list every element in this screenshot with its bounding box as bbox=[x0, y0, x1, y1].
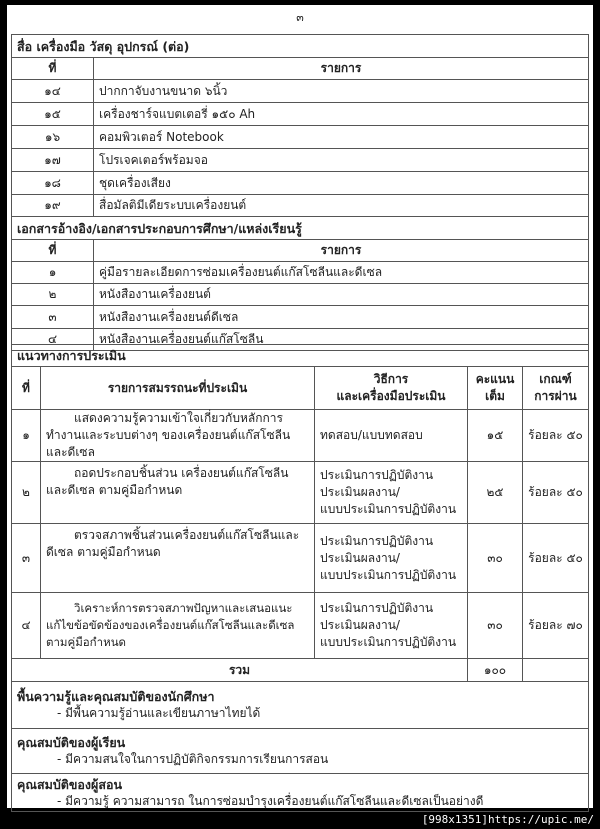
table-row bbox=[12, 262, 589, 284]
teacher-item: - มีความรู้ ความสามารถ ในการซ่อมบำรุงเครื่องยนต์แก๊สโซลีนและดีเซลเป็นอย่างดี bbox=[57, 793, 484, 808]
total-row bbox=[12, 659, 589, 682]
row-no: ๓ bbox=[12, 306, 94, 329]
method-line: ประเมินการปฏิบัติงาน bbox=[320, 533, 434, 548]
total-empty bbox=[523, 659, 589, 682]
row-no: ๑๙ bbox=[12, 195, 94, 217]
row-no: ๑ bbox=[12, 262, 94, 284]
table-row bbox=[12, 524, 589, 593]
col-item: รายการสมรรถนะที่ประเมิน bbox=[41, 367, 315, 410]
col-no: ที่ bbox=[12, 240, 94, 262]
table-row bbox=[12, 284, 589, 306]
row-no: ๔ bbox=[12, 593, 41, 659]
col-item: รายการ bbox=[94, 240, 589, 262]
row-item: แสดงความรู้ความเข้าใจเกี่ยวกับหลักการทำงานและระบบต่างๆ ของเครื่องยนต์แก๊สโซลีนและดีเซล bbox=[41, 410, 315, 462]
row-item: คู่มือรายละเอียดการซ่อมเครื่องยนต์แก๊สโซลีนและดีเซล bbox=[94, 262, 589, 284]
learner-section bbox=[12, 729, 589, 774]
row-item: คอมพิวเตอร์ Notebook bbox=[94, 126, 589, 149]
row-method bbox=[315, 410, 468, 462]
row-item: สื่อมัลติมีเดียระบบเครื่องยนต์ bbox=[94, 195, 589, 217]
row-score: ๓๐ bbox=[468, 593, 523, 659]
row-criterion: ร้อยละ ๕๐ bbox=[523, 410, 589, 462]
row-item: โปรเจคเตอร์พร้อมจอ bbox=[94, 149, 589, 172]
col-crit-line: การผ่าน bbox=[534, 389, 577, 403]
watermark: [998x1351]https://upic.me/ bbox=[421, 813, 594, 826]
table-row bbox=[12, 306, 589, 329]
table-row bbox=[12, 149, 589, 172]
col-crit-line: เกณฑ์ bbox=[539, 372, 572, 386]
learner-item: - มีความสนใจในการปฏิบัติกิจกรรมการเรียนการสอน bbox=[57, 752, 329, 766]
document-page bbox=[7, 5, 593, 808]
row-item: หนังสืองานเครื่องยนต์ดีเซล bbox=[94, 306, 589, 329]
row-item: หนังสืองานเครื่องยนต์แก๊สโซลีน bbox=[94, 329, 589, 351]
row-item: ชุดเครื่องเสียง bbox=[94, 172, 589, 195]
row-no: ๑๖ bbox=[12, 126, 94, 149]
row-no: ๑๗ bbox=[12, 149, 94, 172]
method-line: ประเมินผลงาน/ bbox=[320, 618, 400, 632]
col-score-line: คะแนน bbox=[475, 372, 515, 386]
col-no: ที่ bbox=[12, 58, 94, 80]
method-line: แบบประเมินการปฏิบัติงาน bbox=[320, 567, 457, 582]
row-item: วิเคราะห์การตรวจสภาพปัญหาและเสนอแนะแก้ไขข้อขัดข้องของเครื่องยนต์แก๊สโซลีนและดีเซลตามคู่มือกำหนด bbox=[41, 593, 315, 659]
col-score bbox=[468, 367, 523, 410]
method-line: ประเมินการปฏิบัติงาน bbox=[320, 601, 434, 615]
method-line: แบบประเมินการปฏิบัติงาน bbox=[320, 635, 457, 649]
teacher-section bbox=[12, 774, 589, 812]
row-criterion: ร้อยละ ๕๐ bbox=[523, 524, 589, 593]
row-item: ตรวจสภาพชิ้นส่วนเครื่องยนต์แก๊สโซลีนและดีเซล ตามคู่มือกำหนด bbox=[41, 524, 315, 593]
row-no: ๑๘ bbox=[12, 172, 94, 195]
row-item: เครื่องชาร์จแบตเตอรี่ ๑๕๐ Ah bbox=[94, 103, 589, 126]
assessment-table bbox=[11, 344, 589, 812]
row-no: ๑๔ bbox=[12, 80, 94, 103]
col-score-line: เต็ม bbox=[485, 389, 505, 403]
table-row bbox=[12, 195, 589, 217]
learner-title: คุณสมบัติของผู้เรียน bbox=[17, 735, 126, 750]
row-item: ถอดประกอบชิ้นส่วน เครื่องยนต์แก๊สโซลีนและดีเซล ตามคู่มือกำหนด bbox=[41, 462, 315, 524]
row-no: ๒ bbox=[12, 462, 41, 524]
table-row bbox=[12, 462, 589, 524]
method-line: แบบประเมินการปฏิบัติงาน bbox=[320, 502, 457, 516]
row-criterion: ร้อยละ ๕๐ bbox=[523, 462, 589, 524]
row-score: ๒๕ bbox=[468, 462, 523, 524]
row-item: ปากกาจับงานขนาด ๖นิ้ว bbox=[94, 80, 589, 103]
total-label: รวม bbox=[12, 659, 468, 682]
row-no: ๑๕ bbox=[12, 103, 94, 126]
row-method bbox=[315, 593, 468, 659]
media-title: สื่อ เครื่องมือ วัสดุ อุปกรณ์ (ต่อ) bbox=[12, 35, 589, 58]
method-line: ทดสอบ/แบบทดสอบ bbox=[320, 428, 423, 442]
table-row bbox=[12, 593, 589, 659]
method-line: ประเมินผลงาน/ bbox=[320, 550, 400, 565]
row-score: ๓๐ bbox=[468, 524, 523, 593]
background-section bbox=[12, 682, 589, 729]
method-line: ประเมินการปฏิบัติงาน bbox=[320, 468, 434, 482]
background-item: - มีพื้นความรู้อ่านและเขียนภาษาไทยได้ bbox=[57, 706, 261, 720]
row-item: หนังสืองานเครื่องยนต์ bbox=[94, 284, 589, 306]
row-no: ๓ bbox=[12, 524, 41, 593]
media-table bbox=[11, 34, 589, 351]
table-row bbox=[12, 172, 589, 195]
row-no: ๑ bbox=[12, 410, 41, 462]
row-method bbox=[315, 524, 468, 593]
total-score: ๑๐๐ bbox=[468, 659, 523, 682]
col-criterion bbox=[523, 367, 589, 410]
background-title: พื้นความรู้และคุณสมบัติของนักศึกษา bbox=[17, 689, 215, 704]
method-line: ประเมินผลงาน/ bbox=[320, 485, 400, 499]
col-item: รายการ bbox=[94, 58, 589, 80]
col-method-line: วิธีการ bbox=[373, 372, 409, 386]
row-criterion: ร้อยละ ๗๐ bbox=[523, 593, 589, 659]
col-method bbox=[315, 367, 468, 410]
table-row bbox=[12, 126, 589, 149]
references-title: เอกสารอ้างอิง/เอกสารประกอบการศึกษา/แหล่งเรียนรู้ bbox=[12, 217, 589, 240]
row-no: ๒ bbox=[12, 284, 94, 306]
row-method bbox=[315, 462, 468, 524]
table-row bbox=[12, 410, 589, 462]
table-row bbox=[12, 103, 589, 126]
row-no: ๔ bbox=[12, 329, 94, 351]
page-number: ๓ bbox=[296, 11, 304, 24]
assessment-title: แนวทางการประเมิน bbox=[12, 345, 589, 367]
col-no: ที่ bbox=[12, 367, 41, 410]
table-row bbox=[12, 80, 589, 103]
row-score: ๑๕ bbox=[468, 410, 523, 462]
col-method-line: และเครื่องมือประเมิน bbox=[336, 389, 446, 403]
teacher-title: คุณสมบัติของผู้สอน bbox=[17, 776, 123, 792]
